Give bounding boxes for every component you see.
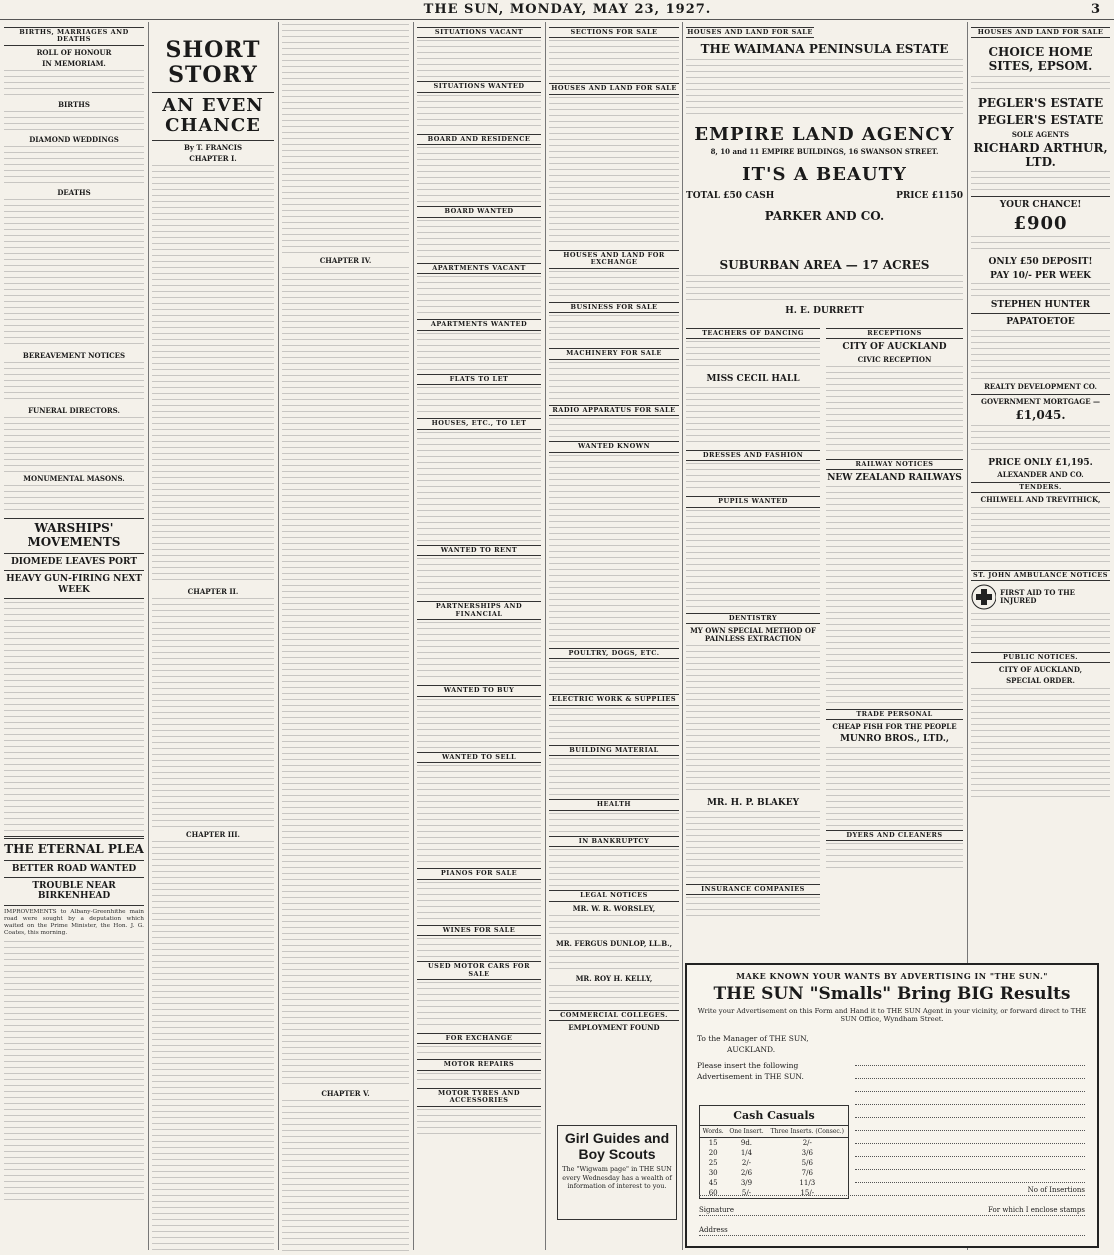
column-notices-right <box>826 325 963 955</box>
ad-headline: THE WAIMANA PENINSULA ESTATE <box>700 42 949 56</box>
suburban-ad <box>686 256 963 316</box>
article-lead: IMPROVEMENTS to Albany-Greenhithe main road were sought by a deputation which waited on the Prime Minister, the Hon. J. G. Coates, this morning. <box>4 908 144 937</box>
table-cell: 1/4 <box>740 1149 753 1157</box>
notice-name: MR. H. P. BLAKEY <box>706 798 800 809</box>
ad-agent: STEPHEN HUNTER <box>990 300 1091 311</box>
section-heading: WANTED TO SELL <box>417 752 541 763</box>
ad-price: £900 <box>1013 212 1068 234</box>
table-cell: 2/6 <box>740 1169 753 1177</box>
girl-guides-text: The "Wigwam page" in THE SUN every Wednesday has a wealth of information of interest to you. <box>562 1165 672 1191</box>
table-cell: 3/9 <box>740 1179 753 1187</box>
section-heading: IN BANKRUPTCY <box>549 836 679 847</box>
section-heading: RADIO APPARATUS FOR SALE <box>549 405 679 416</box>
story-author: By T. FRANCIS <box>183 142 243 152</box>
form-to-line: AUCKLAND. <box>727 1045 776 1055</box>
notice-name: CHILWELL AND TREVITHICK, <box>980 495 1101 505</box>
section-heading: POULTRY, DOGS, ETC. <box>549 648 679 659</box>
notice-name: MR. ROY H. KELLY, <box>575 973 653 983</box>
section-heading: DIAMOND WEDDINGS <box>29 135 119 145</box>
section-heading: DENTISTRY <box>686 613 820 624</box>
section-heading: BIRTHS, MARRIAGES AND DEATHS <box>4 27 144 46</box>
table-cell: 60 <box>708 1189 718 1197</box>
ad-weekly: PAY 10/- PER WEEK <box>990 270 1091 281</box>
notice-name: MY OWN SPECIAL METHOD OF PAINLESS EXTRACTION <box>690 626 816 644</box>
chapter-heading: CHAPTER V. <box>321 1089 370 1099</box>
section-heading: APARTMENTS VACANT <box>417 263 541 274</box>
notice-name: MR. W. R. WORSLEY, <box>572 903 656 913</box>
section-heading: USED MOTOR CARS FOR SALE <box>417 961 541 980</box>
notice-name: NEW ZEALAND RAILWAYS <box>827 473 962 484</box>
section-heading: RECEPTIONS <box>826 328 963 339</box>
table-cell: 5/6 <box>801 1159 813 1167</box>
girl-guides-title: Girl Guides and Boy Scouts <box>564 1130 670 1163</box>
section-heading: ELECTRIC WORK & SUPPLIES <box>549 694 679 705</box>
ambulance-cross-icon <box>971 584 996 610</box>
section-heading: TENDERS. <box>971 482 1110 493</box>
section-heading: BOARD AND RESIDENCE <box>417 134 541 145</box>
ad-agent: ALEXANDER AND CO. <box>997 469 1084 479</box>
section-heading: HOUSES AND LAND FOR EXCHANGE <box>549 250 679 269</box>
girl-guides-box <box>557 1125 677 1220</box>
section-heading: BOARD WANTED <box>417 206 541 217</box>
ad-price: £1,045. <box>1015 407 1066 422</box>
section-heading: COMMERCIAL COLLEGES. <box>549 1010 679 1021</box>
section-heading: IN MEMORIAM. <box>42 58 106 68</box>
sun-smalls-form[interactable] <box>685 963 1099 1248</box>
table-header: One Insert. <box>726 1126 766 1138</box>
news-subheadline: HEAVY GUN-FIRING NEXT WEEK <box>6 574 142 595</box>
table-header: Words. <box>700 1126 726 1138</box>
section-heading: BEREAVEMENT NOTICES <box>22 351 126 361</box>
column-short-story-cont <box>282 24 409 1252</box>
form-to-line: Please insert the following Advertisement in THE SUN. <box>697 1060 804 1081</box>
form-to-line: To the Manager of THE SUN, <box>697 1034 809 1043</box>
waimana-ad <box>686 40 963 250</box>
section-heading: BUSINESS FOR SALE <box>549 302 679 313</box>
section-heading: LEGAL NOTICES <box>549 890 679 901</box>
table-header: Three Inserts. (Consec.) <box>767 1126 848 1138</box>
table-cell: 11/3 <box>799 1179 816 1187</box>
notice-name: MUNRO BROS., LTD., <box>839 734 950 745</box>
address-field[interactable]: Address <box>699 1226 728 1234</box>
section-heading: FUNERAL DIRECTORS. <box>28 406 120 416</box>
column-classifieds-2 <box>549 24 679 1124</box>
table-cell: 5/- <box>741 1189 752 1197</box>
insertions-field[interactable]: No of Insertions <box>1027 1186 1085 1194</box>
table-cell: 25 <box>708 1159 718 1167</box>
table-cell: 3/6 <box>801 1149 813 1157</box>
column-short-story <box>152 24 274 1252</box>
ad-headline: YOUR CHANCE! <box>999 200 1082 211</box>
table-cell: 7/6 <box>801 1169 813 1177</box>
notice-name: SPECIAL ORDER. <box>1006 676 1075 686</box>
ad-headline: GOVERNMENT MORTGAGE — <box>981 396 1100 406</box>
notice-name: CITY OF AUCKLAND <box>842 342 947 353</box>
ad-price: PRICE ONLY £1,195. <box>988 457 1093 468</box>
section-heading: PUBLIC NOTICES. <box>971 652 1110 663</box>
section-heading: SITUATIONS VACANT <box>417 27 541 38</box>
section-heading: DYERS AND CLEANERS <box>826 830 963 841</box>
section-heading: DRESSES AND FASHION <box>686 450 820 461</box>
section-heading: INSURANCE COMPANIES <box>686 884 820 895</box>
ad-agent: H. E. DURRETT <box>785 305 864 316</box>
notice-name: MR. FERGUS DUNLOP, LL.B., <box>555 938 673 948</box>
ad-headline: SUBURBAN AREA — 17 ACRES <box>719 258 930 272</box>
notice-name: MISS CECIL HALL <box>706 374 800 385</box>
section-heading: TRADE PERSONAL <box>826 709 963 720</box>
news-subheadline: DIOMEDE LEAVES PORT <box>10 556 138 567</box>
masthead <box>0 0 1114 20</box>
ad-headline: PAPATOETOE <box>1006 317 1075 328</box>
news-headline: WARSHIPS' MOVEMENTS <box>27 521 121 550</box>
section-heading: PARTNERSHIPS AND FINANCIAL <box>417 601 541 620</box>
chapter-heading: CHAPTER III. <box>186 830 240 840</box>
ad-deposit: ONLY £50 DEPOSIT! <box>988 257 1093 268</box>
section-heading: ST. JOHN AMBULANCE NOTICES <box>971 570 1110 581</box>
notice-name: FIRST AID TO THE INJURED <box>1000 588 1076 606</box>
ad-text: SOLE AGENTS <box>1011 129 1070 139</box>
ad-headline: PEGLER'S ESTATE <box>977 112 1104 127</box>
form-ad-lines[interactable] <box>855 1053 1085 1183</box>
section-heading: MOTOR TYRES AND ACCESSORIES <box>417 1088 541 1107</box>
signature-field[interactable]: Signature <box>699 1206 735 1214</box>
chapter-heading: CHAPTER I. <box>189 154 237 164</box>
ad-agent: RICHARD ARTHUR, LTD. <box>973 140 1108 169</box>
section-heading: SECTIONS FOR SALE <box>549 27 679 38</box>
ad-headline: PEGLER'S ESTATE <box>977 96 1104 111</box>
section-heading: HOUSES AND LAND FOR SALE <box>686 27 814 38</box>
section-heading: DEATHS <box>57 188 91 198</box>
table-row <box>700 1138 848 1149</box>
form-banner: MAKE KNOWN YOUR WANTS BY ADVERTISING IN "THE SUN." <box>736 971 1048 981</box>
page-number: 3 <box>1090 2 1100 17</box>
chapter-heading: CHAPTER IV. <box>319 256 372 265</box>
table-cell: 15/- <box>800 1189 815 1197</box>
table-cell: 30 <box>708 1169 718 1177</box>
ad-total: TOTAL £50 CASH <box>686 191 775 202</box>
news-subheadline: BETTER ROAD WANTED <box>11 863 137 874</box>
ad-headline: IT'S A BEAUTY <box>742 163 907 185</box>
table-cell: 45 <box>708 1179 718 1187</box>
section-heading: WANTED TO BUY <box>417 685 541 696</box>
section-heading: PUPILS WANTED <box>686 496 820 507</box>
section-heading: HOUSES AND LAND FOR SALE <box>549 83 679 94</box>
ad-headline: EMPIRE LAND AGENCY <box>694 123 955 145</box>
section-heading: ROLL OF HONOUR <box>36 47 112 57</box>
section-heading: FLATS TO LET <box>417 374 541 385</box>
section-heading: WANTED TO RENT <box>417 545 541 556</box>
news-subheadline: TROUBLE NEAR BIRKENHEAD <box>32 881 116 902</box>
section-heading: HOUSES AND LAND FOR SALE <box>971 27 1110 38</box>
section-heading: RAILWAY NOTICES <box>826 459 963 470</box>
ad-agent: REALTY DEVELOPMENT CO. <box>984 381 1097 391</box>
section-heading: HEALTH <box>549 799 679 810</box>
table-cell: 2/- <box>741 1159 752 1167</box>
ad-headline: CHOICE HOME SITES, EPSOM. <box>988 45 1093 74</box>
section-heading: TEACHERS OF DANCING <box>686 328 820 339</box>
table-cell: 20 <box>708 1149 718 1157</box>
form-headline: THE SUN "Smalls" Bring BIG Results <box>713 984 1071 1004</box>
notice-name: CIVIC RECEPTION <box>857 354 932 364</box>
notice-name: EMPLOYMENT FOUND <box>568 1023 660 1033</box>
section-heading: MACHINERY FOR SALE <box>549 348 679 359</box>
ad-address: 8, 10 and 11 EMPIRE BUILDINGS, 16 SWANSON STREET. <box>710 147 939 157</box>
notice-name: CHEAP FISH FOR THE PEOPLE <box>832 722 957 732</box>
table-row <box>700 1158 848 1168</box>
section-heading: HOUSES, ETC., TO LET <box>417 418 541 429</box>
section-heading: WINES FOR SALE <box>417 925 541 936</box>
ad-price: PRICE £1150 <box>896 191 963 202</box>
column-classifieds-1 <box>417 24 541 1252</box>
column-real-estate-right <box>971 24 1110 964</box>
section-heading: APARTMENTS WANTED <box>417 319 541 330</box>
news-headline: THE ETERNAL PLEA <box>4 841 144 856</box>
story-subtitle: AN EVEN CHANCE <box>162 94 264 137</box>
section-heading: MOTOR REPAIRS <box>417 1059 541 1070</box>
story-title: SHORT STORY <box>165 37 261 89</box>
column-notices-left <box>686 325 820 955</box>
table-row <box>700 1148 848 1158</box>
enclose-field[interactable]: For which I enclose stamps <box>988 1206 1085 1214</box>
notice-name: CITY OF AUCKLAND, <box>998 665 1083 675</box>
table-cell: 2/- <box>802 1139 812 1147</box>
newspaper-title: THE SUN, MONDAY, MAY 23, 1927. <box>423 2 712 17</box>
section-heading: MONUMENTAL MASONS. <box>23 474 125 484</box>
section-heading: SITUATIONS WANTED <box>417 81 541 92</box>
column-births-deaths <box>4 24 144 1252</box>
ad-agent: PARKER AND CO. <box>764 209 885 224</box>
section-heading: FOR EXCHANGE <box>417 1033 541 1044</box>
chapter-heading: CHAPTER II. <box>187 587 239 597</box>
table-cell: 15 <box>708 1139 718 1147</box>
form-instructions: Write your Advertisement on this Form and Hand it to THE SUN Agent in your vicinity, or forward direct to THE SUN Office, Wyndham Street. <box>697 1007 1087 1023</box>
section-heading: PIANOS FOR SALE <box>417 868 541 879</box>
section-heading: BIRTHS <box>58 100 90 110</box>
section-heading: WANTED KNOWN <box>549 441 679 452</box>
table-cell: 9d. <box>740 1139 753 1147</box>
section-heading: BUILDING MATERIAL <box>549 745 679 756</box>
cash-casuals-title: Cash Casuals <box>700 1106 848 1126</box>
